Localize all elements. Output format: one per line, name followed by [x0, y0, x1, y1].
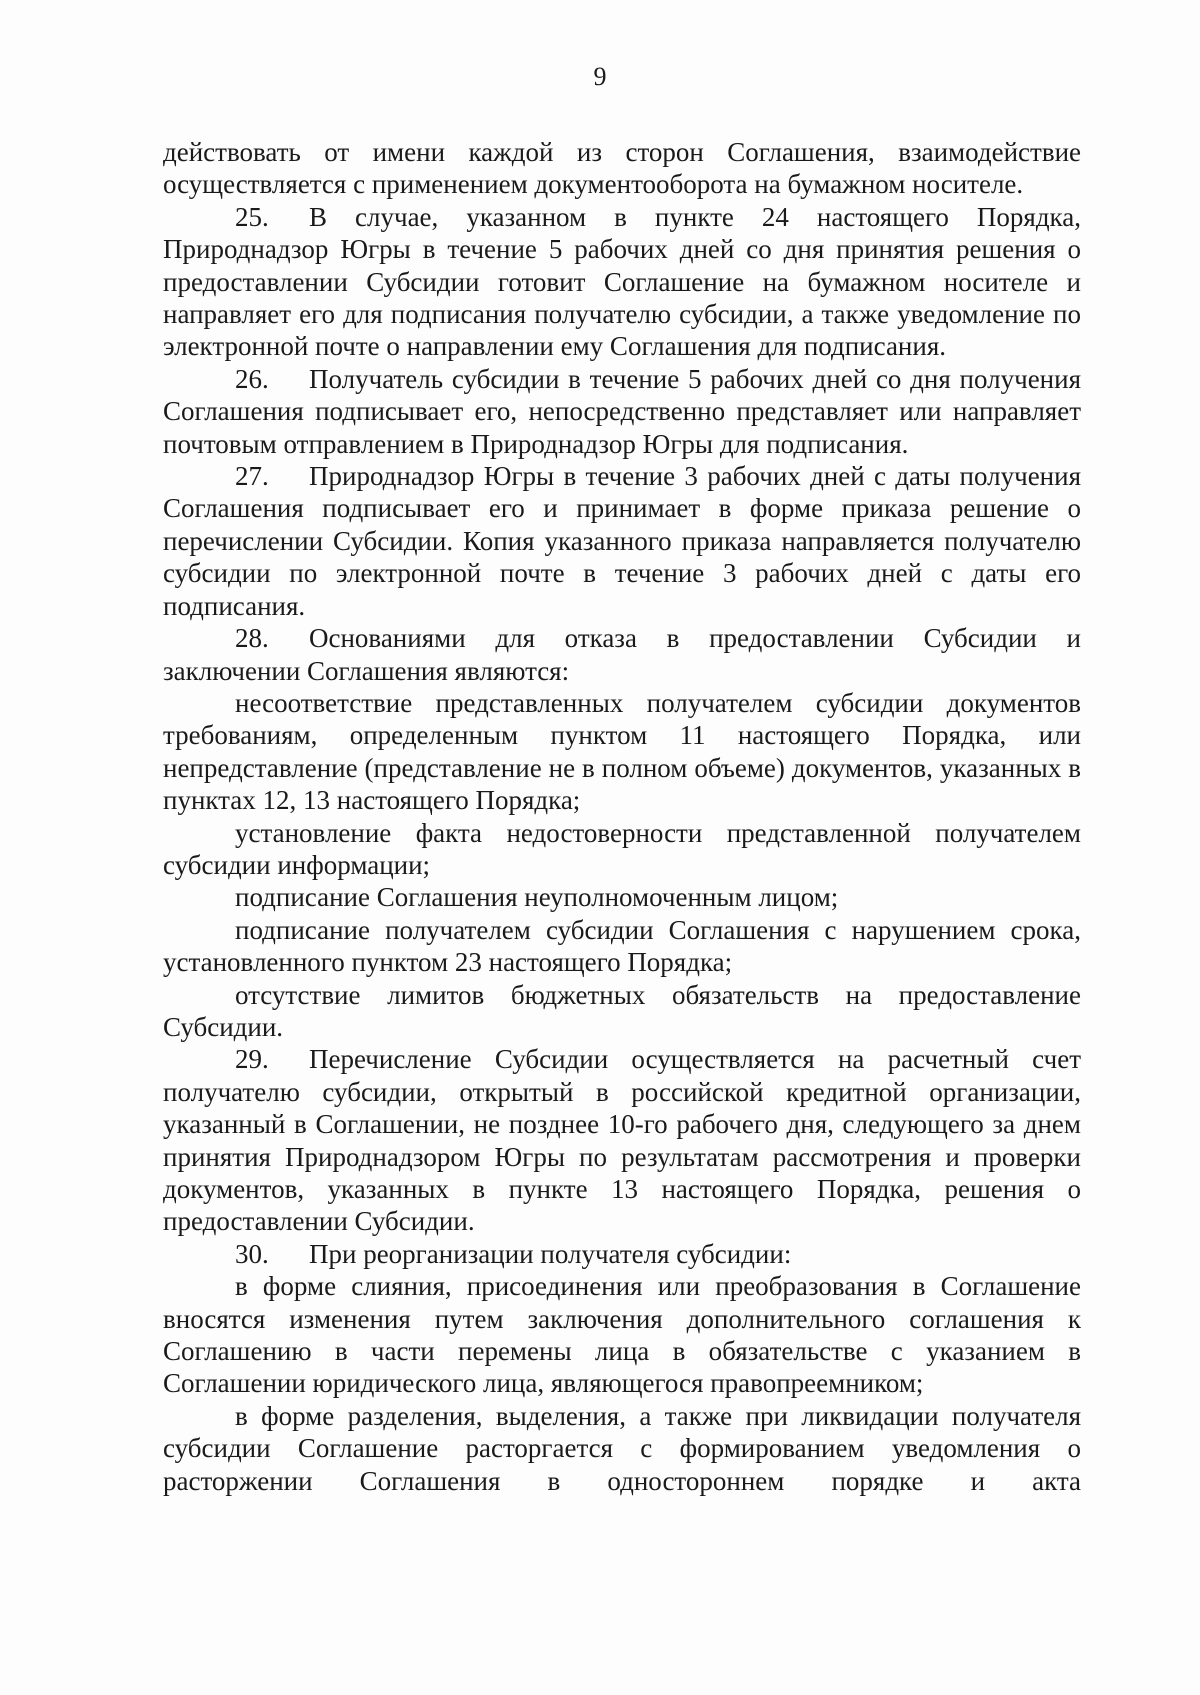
list-item-ground-1 — [163, 687, 1081, 817]
paragraph-text: Природнадзор Югры в течение 3 рабочих дней с даты получения Соглашения подписывает его и принимает в форме приказа решение о перечислении Субсидии. Копия указанного приказа направляется получателю субсидии по электронной почте в течение 3 рабочих дней с даты его подписания. — [163, 461, 1081, 621]
paragraph-item-26 — [163, 363, 1081, 460]
list-item-ground-3 — [163, 881, 1081, 913]
paragraph-text: подписание получателем субсидии Соглашения с нарушением срока, установленного пунктом 23 настоящего Порядка; — [163, 914, 1081, 978]
paragraph-item-29 — [163, 1043, 1081, 1237]
paragraph-number: 26. — [235, 363, 269, 394]
paragraph-text: При реорганизации получателя субсидии: — [309, 1238, 792, 1269]
list-item-reorg-1 — [163, 1270, 1081, 1400]
paragraph-number: 28. — [235, 623, 269, 654]
paragraph-text: несоответствие представленных получателем субсидии документов требованиям, определенным пунктом 11 настоящего Порядка, или непредставление (представление не в полном объеме) документов, указанных в пунктах 12, 13 настоящего Порядка; — [163, 687, 1081, 816]
paragraph-item-28 — [163, 622, 1081, 687]
paragraph-text: действовать от имени каждой из сторон Соглашения, взаимодействие осуществляется с применением документооборота на бумажном носителе. — [163, 137, 1081, 200]
paragraph-text: в форме разделения, выделения, а также при ликвидации получателя субсидии Соглашение расторгается с формированием уведомления о расторжении Соглашения в одностороннем порядке и акта — [163, 1400, 1081, 1496]
paragraph-item-25 — [163, 201, 1081, 363]
list-item-ground-4 — [163, 914, 1081, 979]
paragraph-item-30 — [163, 1238, 1081, 1270]
paragraph-number: 25. — [235, 201, 269, 232]
document-body — [163, 136, 1081, 1497]
list-item-ground-2 — [163, 817, 1081, 882]
paragraph-number: 29. — [235, 1044, 269, 1075]
paragraph-continuation — [163, 136, 1081, 201]
paragraph-text: Основаниями для отказа в предоставлении Субсидии и заключении Соглашения являются: — [163, 623, 1081, 686]
list-item-ground-5 — [163, 979, 1081, 1044]
paragraph-text: в форме слияния, присоединения или преобразования в Соглашение вносятся изменения путем заключения дополнительного соглашения к Соглашению в части перемены лица в обязательстве с указанием в Соглашении юридического лица, являющегося правопреемником; — [163, 1271, 1081, 1399]
page-number: 9 — [593, 62, 607, 91]
paragraph-number: 27. — [235, 461, 269, 492]
paragraph-text: отсутствие лимитов бюджетных обязательств на предоставление Субсидии. — [163, 979, 1081, 1042]
paragraph-text: Получатель субсидии в течение 5 рабочих дней со дня получения Соглашения подписывает его, непосредственно представляет или направляет почтовым отправлением в Природнадзор Югры для подписания. — [163, 363, 1081, 459]
paragraph-text: Перечисление Субсидии осуществляется на расчетный счет получателю субсидии, открытый в российской кредитной организации, указанный в Соглашении, не позднее 10-го рабочего дня, следующего за днем принятия Природнадзором Югры по результатам рассмотрения и проверки документов, указанных в пункте 13 настоящего Порядка, решения о предоставлении Субсидии. — [163, 1044, 1081, 1237]
paragraph-text: подписание Соглашения неуполномоченным лицом; — [235, 882, 839, 913]
paragraph-text: установление факта недостоверности представленной получателем субсидии информации; — [163, 817, 1081, 880]
paragraph-number: 30. — [235, 1238, 269, 1269]
list-item-reorg-2 — [163, 1400, 1081, 1497]
paragraph-item-27 — [163, 460, 1081, 622]
paragraph-text: В случае, указанном в пункте 24 настоящего Порядка, Природнадзор Югры в течение 5 рабочих дней со дня принятия решения о предоставлении Субсидии готовит Соглашение на бумажном носителе и направляет его для подписания получателю субсидии, а также уведомление по электронной почте о направлении ему Соглашения для подписания. — [163, 201, 1081, 362]
